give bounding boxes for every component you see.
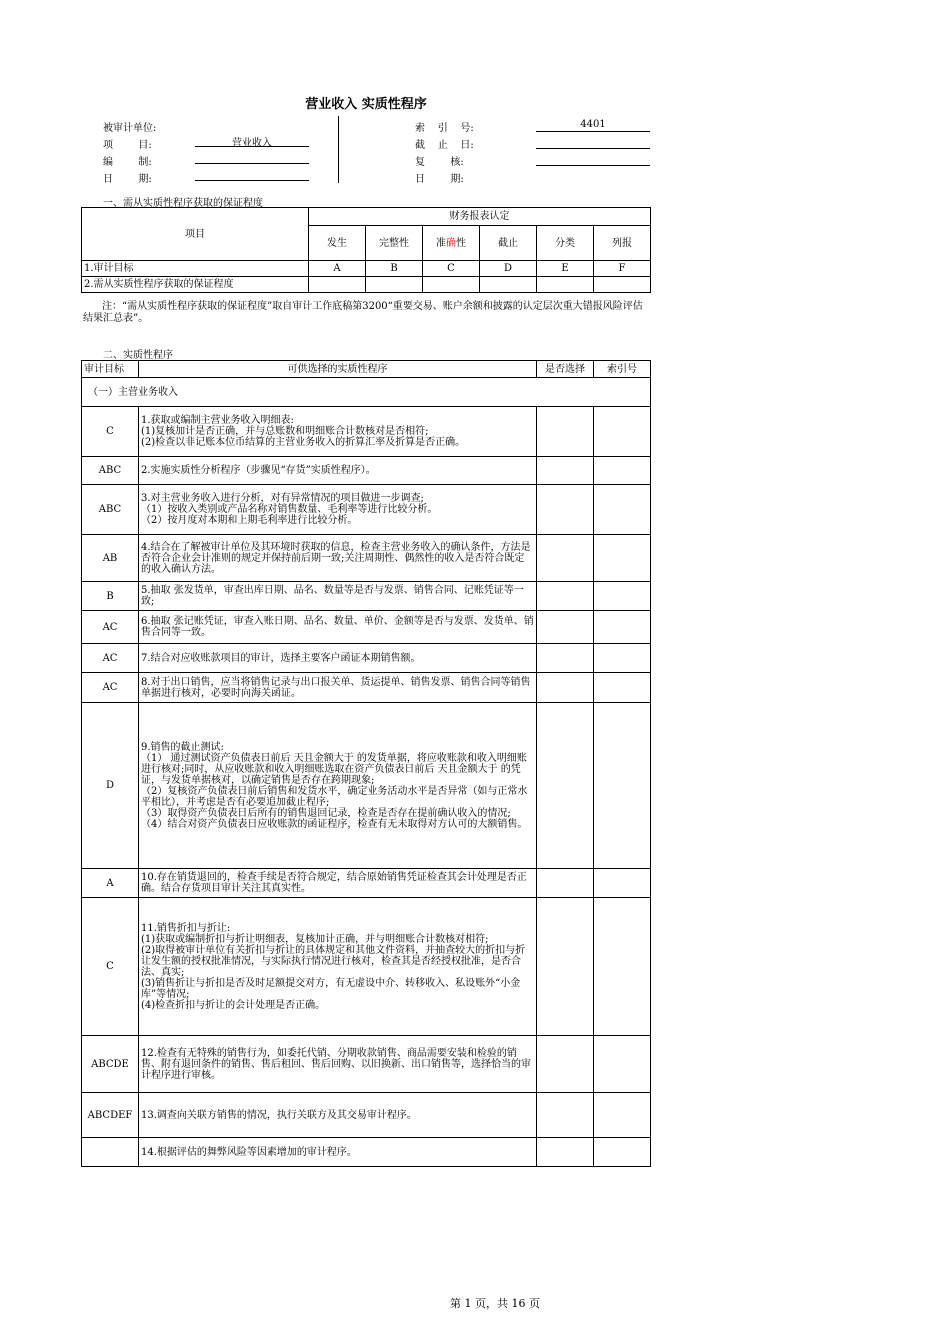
col-item-header: 项目 (82, 208, 309, 261)
row-goal (82, 1138, 139, 1167)
row-procedure: 1.获取或编制主营业务收入明细表: (1)复核加计是否正确，并与总账数和明细账合计数核对是否相符; (2)检查以非记账本位币结算的主营业务收入的折算汇率及折算是否正确。 (139, 407, 537, 457)
row-index-cell[interactable] (594, 485, 651, 535)
row-procedure: 12.检查有无特殊的销售行为，如委托代销、分期收款销售、商品需要安装和检验的销售、附有退回条件的销售、售后租回、售后回购、以旧换新、出口销售等，选择恰当的审计程序进行审核。 (139, 1036, 537, 1093)
row-selected-cell[interactable] (537, 457, 594, 485)
row-procedure: 11.销售折扣与折让: (1)获取或编制折扣与折让明细表，复核加计正确，并与明细账合计数核对相符; (2)取得被审计单位有关折扣与折让的具体规定和其他文件资料，并抽查较大的折扣与折让发生额的授权批准情况，与实际执行情况进行核对，检查其是否经授权批准，是否合法、真实; (3)销售折让与折扣是否及时足额提交对方，有无虚设中介、转移收入、私设账外“小金库”等情况; (4)检查折扣与折让的会计处理是否正确。 (139, 898, 537, 1036)
index-value: 4401 (536, 119, 650, 132)
row-selected-cell[interactable] (537, 611, 594, 644)
row-selected-cell[interactable] (537, 582, 594, 611)
table-row (82, 485, 651, 535)
row-index-cell[interactable] (594, 1138, 651, 1167)
assertion-accuracy-label: 准确性 (436, 237, 466, 249)
row-procedure: 5.抽取 张发货单，审查出库日期、品名、数量等是否与发票、销售合同、记账凭证等一致; (139, 582, 537, 611)
row1-label: 1.审计目标 (82, 261, 309, 277)
header-selected: 是否选择 (537, 361, 594, 378)
row-procedure: 7.结合对应收账款项目的审计，选择主要客户函证本期销售额。 (139, 644, 537, 673)
row-selected-cell[interactable] (537, 407, 594, 457)
table-row (82, 703, 651, 869)
assertion-group-header: 财务报表认定 (309, 208, 651, 226)
row-procedure: 3.对主营业务收入进行分析，对有异常情况的项目做进一步调查; （1）按收入类别或产品名称对销售数量、毛利率等进行比较分析。 （2）按月度对本期和上期毛利率进行比较分析。 (139, 485, 537, 535)
row2-cell[interactable] (309, 277, 366, 293)
row-goal: C (82, 898, 139, 1036)
row-selected-cell[interactable] (537, 535, 594, 582)
date-line (195, 168, 309, 181)
table-row (82, 407, 651, 457)
section1-title: 一、需从实质性程序获取的保证程度 (103, 198, 263, 209)
header-index: 索引号 (594, 361, 651, 378)
row-index-cell[interactable] (594, 673, 651, 703)
row2-cell[interactable] (423, 277, 480, 293)
header-goal: 审计目标 (82, 361, 139, 378)
row2-label: 2.需从实质性程序获取的保证程度 (82, 277, 309, 293)
row-procedure: 10.存在销货退回的，检查手续是否符合规定，结合原始销售凭证检查其会计处理是否正确。结合存货项目审计关注其真实性。 (139, 869, 537, 898)
row-goal: C (82, 407, 139, 457)
table-row (82, 1093, 651, 1138)
row-procedure: 9.销售的截止测试: （1） 通过测试资产负债表日前后 天且金额大于 的发货单据，将应收账款和收入明细账进行核对;同时，从应收账款和收入明细账选取在资产负债表日前后 天且金额大于 的凭证，与发货单据核对，以确定销售是否存在跨期现象; （2）复核资产负债表日前后销售和发货水平，确定业务活动水平是否异常（如与正常水平相比），并考虑是否有必要追加截止程序; （3）取得资产负债表日后所有的销售退回记录，检查是否存在提前确认收入的情况; （4）结合对资产负债表日应收账款的函证程序，检查有无未取得对方认可的大额销售。 (139, 703, 537, 869)
assertion-completeness: 完整性 (366, 226, 423, 261)
prepared-line (195, 151, 309, 164)
row-index-cell[interactable] (594, 535, 651, 582)
assertion-cutoff: 截止 (480, 226, 537, 261)
item-value: 营业收入 (195, 134, 309, 147)
table-row (82, 869, 651, 898)
row-goal: AB (82, 535, 139, 582)
row-selected-cell[interactable] (537, 1093, 594, 1138)
row-index-cell[interactable] (594, 1036, 651, 1093)
item-label: 项 目: (103, 140, 152, 151)
row-selected-cell[interactable] (537, 485, 594, 535)
row-goal: ABC (82, 485, 139, 535)
table-row (82, 457, 651, 485)
row2-cell[interactable] (537, 277, 594, 293)
row2-cell[interactable] (480, 277, 537, 293)
assertion-accuracy (423, 226, 480, 261)
row-procedure: 8.对于出口销售，应当将销售记录与出口报关单、货运提单、销售发票、销售合同等销售单据进行核对，必要时向海关函证。 (139, 673, 537, 703)
row-selected-cell[interactable] (537, 703, 594, 869)
table-row (82, 1138, 651, 1167)
row1-value: E (537, 261, 594, 277)
row-goal: AC (82, 611, 139, 644)
row-index-cell[interactable] (594, 644, 651, 673)
row-index-cell[interactable] (594, 898, 651, 1036)
table-row (82, 535, 651, 582)
row-goal: B (82, 582, 139, 611)
assertion-occurrence: 发生 (309, 226, 366, 261)
row-selected-cell[interactable] (537, 898, 594, 1036)
table-row (82, 898, 651, 1036)
row-index-cell[interactable] (594, 611, 651, 644)
row-index-cell[interactable] (594, 1093, 651, 1138)
row-procedure: 6.抽取 张记账凭证，审查入账日期、品名、数量、单价、金额等是否与发票、发货单、销售合同等一致。 (139, 611, 537, 644)
group-title: （一）主营业务收入 (82, 378, 651, 407)
table-row (82, 644, 651, 673)
date-label: 日 期: (103, 174, 152, 185)
row-selected-cell[interactable] (537, 1036, 594, 1093)
row-goal: ABC (82, 457, 139, 485)
row-index-cell[interactable] (594, 407, 651, 457)
row-procedure: 2.实施实质性分析程序（步骤见“存货”实质性程序）。 (139, 457, 537, 485)
procedures-table (81, 360, 651, 1167)
row-procedure: 4.结合在了解被审计单位及其环境时获取的信息，检查主营业务收入的确认条件，方法是否符合企业会计准则的规定并保持前后期一致;关注周期性、偶然性的收入是否符合既定的收入确认方法。 (139, 535, 537, 582)
row-goal: D (82, 703, 139, 869)
row1-value: A (309, 261, 366, 277)
row-index-cell[interactable] (594, 457, 651, 485)
section1-note: 注：“需从实质性程序获取的保证程度”取自审计工作底稿第3200“重要交易、账户余额和披露的认定层次重大错报风险评估结果汇总表”。 (83, 301, 643, 324)
row-goal: ABCDE (82, 1036, 139, 1093)
assertion-presentation: 列报 (594, 226, 651, 261)
prepared-label: 编 制: (103, 157, 152, 168)
review-label: 复 核: (415, 157, 464, 168)
row-index-cell[interactable] (594, 869, 651, 898)
row2-cell[interactable] (366, 277, 423, 293)
header-divider (338, 116, 339, 183)
cutoff-line (536, 136, 650, 149)
row1-value: C (423, 261, 480, 277)
date2-label: 日 期: (415, 174, 464, 185)
table-row (82, 673, 651, 703)
table-row (82, 1036, 651, 1093)
row2-cell[interactable] (594, 277, 651, 293)
page-title: 营业收入 实质性程序 (305, 97, 427, 112)
assurance-table (81, 207, 651, 293)
client-label: 被审计单位: (103, 123, 157, 134)
row-index-cell[interactable] (594, 582, 651, 611)
row-selected-cell[interactable] (537, 644, 594, 673)
header-procedure: 可供选择的实质性程序 (139, 361, 537, 378)
row1-value: F (594, 261, 651, 277)
row1-value: B (366, 261, 423, 277)
page-footer: 第 1 页，共 16 页 (450, 1297, 540, 1310)
row-selected-cell[interactable] (537, 1138, 594, 1167)
row1-value: D (480, 261, 537, 277)
review-line (536, 153, 650, 166)
row-goal: ABCDEF (82, 1093, 139, 1138)
table-row (82, 582, 651, 611)
table-row (82, 611, 651, 644)
row-goal: AC (82, 644, 139, 673)
row-goal: AC (82, 673, 139, 703)
row-procedure: 14.根据评估的舞弊风险等因素增加的审计程序。 (139, 1138, 537, 1167)
row-procedure: 13.调查向关联方销售的情况，执行关联方及其交易审计程序。 (139, 1093, 537, 1138)
row-goal: A (82, 869, 139, 898)
index-label: 索 引 号: (415, 123, 474, 134)
row-selected-cell[interactable] (537, 869, 594, 898)
section2-title: 二、实质性程序 (103, 350, 173, 361)
row-index-cell[interactable] (594, 703, 651, 869)
row-selected-cell[interactable] (537, 673, 594, 703)
cutoff-label: 截 止 日: (415, 140, 474, 151)
assertion-classification: 分类 (537, 226, 594, 261)
